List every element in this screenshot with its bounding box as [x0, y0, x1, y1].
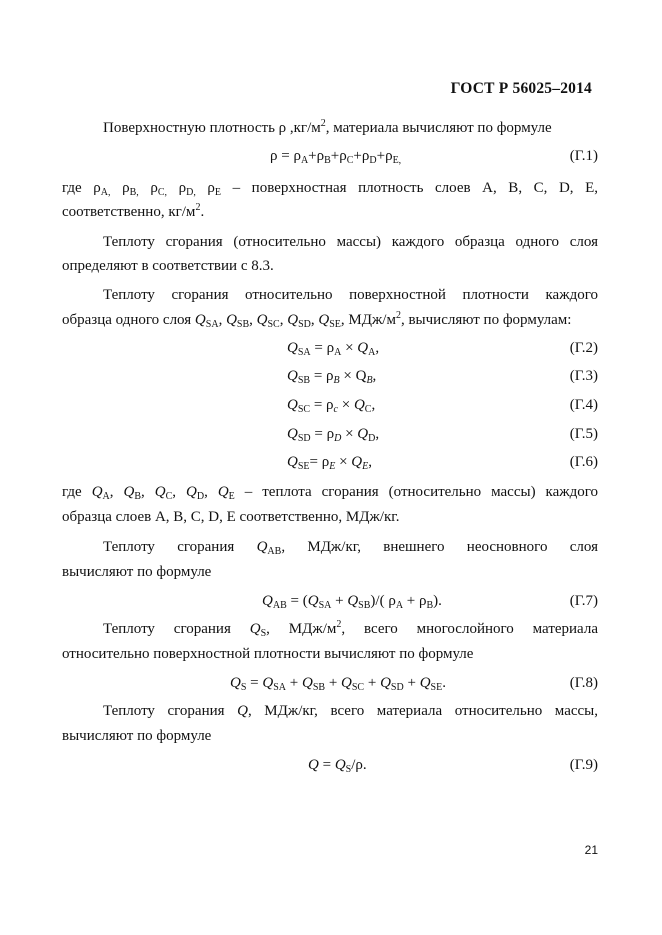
equation-number-g8: (Г.8)	[569, 675, 598, 691]
formula-g1: $\rho = \rho_A+\rho_B+\rho_C+\rho_D+\rho_{E,}$	[270, 148, 402, 166]
formula-g8: $Q_S = Q_{SA} + Q_{SB} + Q_{SC} + Q_{SD} + Q_{SE}$.	[230, 675, 446, 693]
paragraph-total-surface-heat-cont: относительно поверхностной плотности вычисляют по формуле	[62, 646, 474, 662]
paragraph-where-densities: где $\rho_{A,}$ $\rho_{B,}$ $\rho_{C,}$ $\rho_{D,}$ $\rho_E$ – поверхностная плотность слоев A, B, C, D, E,	[62, 180, 599, 198]
paragraph-surface-heat: Теплоту сгорания относительно поверхностной плотности каждого	[103, 287, 598, 303]
paragraph-mass-heat: Теплоту сгорания (относительно массы) каждого образца одного слоя	[103, 234, 598, 250]
paragraph-total-mass-heat: Теплоту сгорания Q, МДж/кг, всего материала относительно массы,	[103, 703, 598, 719]
equation-number-g9: (Г.9)	[569, 757, 598, 773]
paragraph-mass-heat-cont: определяют в соответствии с 8.3.	[62, 258, 274, 274]
formula-g4: $Q_{SC} = \rho_c \times Q_C$,	[287, 397, 376, 415]
paragraph-where-heats-cont: образца слоев A, B, C, D, E соответственно, МДж/кг.	[62, 509, 400, 525]
formula-g3: $Q_{SB} = \rho_B \times Q_B$,	[287, 368, 377, 386]
formula-g9: $Q = Q_S/\rho$.	[308, 757, 367, 775]
paragraph-total-surface-heat: Теплоту сгорания $Q_S$, МДж/$м^2$, всего многослойного материала	[103, 619, 598, 639]
equation-number-g4: (Г.4)	[569, 397, 598, 413]
formula-g2: $Q_{SA} = \rho_A \times Q_A$,	[287, 340, 380, 358]
paragraph-where-heats: где $Q_A$, $Q_B$, $Q_C$, $Q_D$, $Q_E$ – теплота сгорания (относительно массы) каждого	[62, 484, 599, 502]
paragraph-outer-layer-heat-cont: вычисляют по формуле	[62, 564, 212, 580]
standard-header: ГОСТ Р 56025–2014	[450, 80, 592, 97]
paragraph-outer-layer-heat: Теплоту сгорания $Q_{AB}$, МДж/кг, внешнего неосновного слоя	[103, 539, 598, 557]
paragraph-surface-heat-cont: образца одного слоя $Q_{SA}$, $Q_{SB}$, $Q_{SC}$, $Q_{SD}$, $Q_{SE}$, МДж/$м^2$, вычисляют по формулам:	[62, 310, 572, 330]
formula-g6: $Q_{SE}= \rho_E \times Q_E$,	[287, 454, 372, 472]
paragraph-total-mass-heat-cont: вычисляют по формуле	[62, 728, 212, 744]
formula-g7: $Q_{AB} = (Q_{SA} + Q_{SB})/$( $\rho_A + \rho_B$).	[262, 593, 442, 611]
formula-g5: $Q_{SD} = \rho_D \times Q_D$,	[287, 426, 380, 444]
equation-number-g6: (Г.6)	[569, 454, 598, 470]
paragraph-where-densities-cont: соответственно, $кг/м^2$.	[62, 202, 205, 220]
equation-number-g5: (Г.5)	[569, 426, 598, 442]
equation-number-g2: (Г.2)	[569, 340, 598, 356]
page-number: 21	[584, 843, 598, 857]
equation-number-g7: (Г.7)	[569, 593, 598, 609]
paragraph-surface-density: Поверхностную плотность ρ $,кг/м^2$, материала вычисляют по формуле	[103, 118, 552, 136]
equation-number-g1: (Г.1)	[569, 148, 598, 164]
equation-number-g3: (Г.3)	[569, 368, 598, 384]
